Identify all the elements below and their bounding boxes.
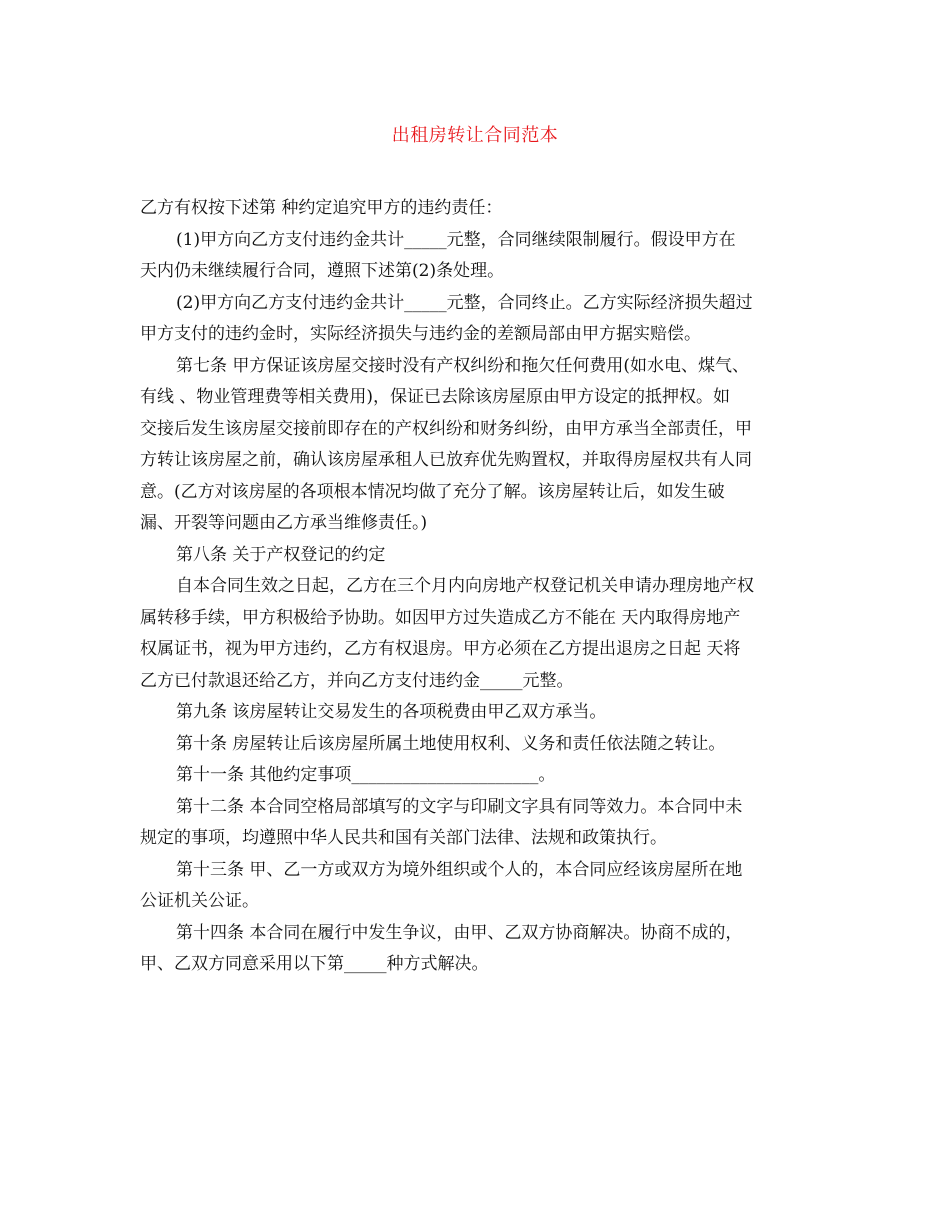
text-line: 第十条 房屋转让后该房屋所属土地使用权利、义务和责任依法随之转让。 xyxy=(176,733,726,754)
text-line: 甲方支付的违约金时，实际经济损失与违约金的差额局部由甲方据实赔偿。 xyxy=(140,324,701,344)
text-line: 自本合同生效之日起，乙方在三个月内向房地产权登记机关申请办理房地产权 xyxy=(176,576,754,596)
paragraph xyxy=(140,697,812,729)
paragraph xyxy=(140,760,812,792)
text-line: 意。(乙方对该房屋的各项根本情况均做了充分了解。该房屋转让后，如发生破 xyxy=(140,481,725,502)
text-line: 漏、开裂等问题由乙方承当维修责任。) xyxy=(140,513,428,533)
text-line: 公证机关公证。 xyxy=(140,891,259,911)
text-line: 第十二条 本合同空格局部填写的文字与印刷文字具有同等效力。本合同中未 xyxy=(176,796,743,817)
text-line: 第九条 该房屋转让交易发生的各项税费由甲乙双方承当。 xyxy=(176,702,607,722)
paragraph xyxy=(140,193,812,225)
paragraph xyxy=(140,351,812,540)
text-line: 第十三条 甲、乙一方或双方为境外组织或个人的，本合同应经该房屋所在地 xyxy=(176,859,743,880)
text-line: 第十一条 其他约定事项______________________。 xyxy=(176,765,556,785)
text-line: 属转移手续，甲方积极给予协助。如因甲方过失造成乙方不能在 天内取得房地产 xyxy=(140,607,741,628)
paragraph xyxy=(140,225,812,288)
text-line: 第七条 甲方保证该房屋交接时没有产权纠纷和拖欠任何费用(如水电、煤气、 xyxy=(176,355,750,376)
text-line: (2)甲方向乙方支付违约金共计_____元整，合同终止。乙方实际经济损失超过 xyxy=(176,292,753,313)
document-title: 出租房转让合同范本 xyxy=(391,125,559,146)
text-line: 天内仍未继续履行合同，遵照下述第(2)条处理。 xyxy=(140,261,505,281)
text-line: 规定的事项，均遵照中华人民共和国有关部门法律、法规和政策执行。 xyxy=(140,828,667,848)
text-line: 有线 、物业管理费等相关费用)，保证已去除该房屋原由甲方设定的抵押权。如 xyxy=(140,387,731,407)
paragraph xyxy=(140,792,812,855)
text-line: 权属证书，视为甲方违约，乙方有权退房。甲方必须在乙方提出退房之日起 天将 xyxy=(140,639,741,659)
text-line: 乙方有权按下述第 种约定追究甲方的违约责任： xyxy=(140,198,503,218)
text-line: 交接后发生该房屋交接前即存在的产权纠纷和财务纠纷，由甲方承当全部责任，甲 xyxy=(140,418,752,439)
paragraph xyxy=(140,288,812,351)
text-line: 甲、乙双方同意采用以下第_____种方式解决。 xyxy=(140,954,489,974)
text-line: 第十四条 本合同在履行中发生争议，由甲、乙双方协商解决。协商不成的， xyxy=(176,922,743,943)
paragraph xyxy=(140,855,812,918)
paragraph xyxy=(140,729,812,761)
document-body xyxy=(140,193,812,981)
paragraph xyxy=(140,918,812,981)
paragraph xyxy=(140,540,812,572)
text-line: 乙方已付款退还给乙方，并向乙方支付违约金_____元整。 xyxy=(140,670,574,691)
text-line: (1)甲方向乙方支付违约金共计_____元整，合同继续限制履行。假设甲方在 xyxy=(176,229,736,250)
text-line: 方转让该房屋之前，确认该房屋承租人已放弃优先购置权，并取得房屋权共有人同 xyxy=(140,450,752,470)
paragraph xyxy=(140,571,812,697)
text-line: 第八条 关于产权登记的约定 xyxy=(176,544,386,565)
